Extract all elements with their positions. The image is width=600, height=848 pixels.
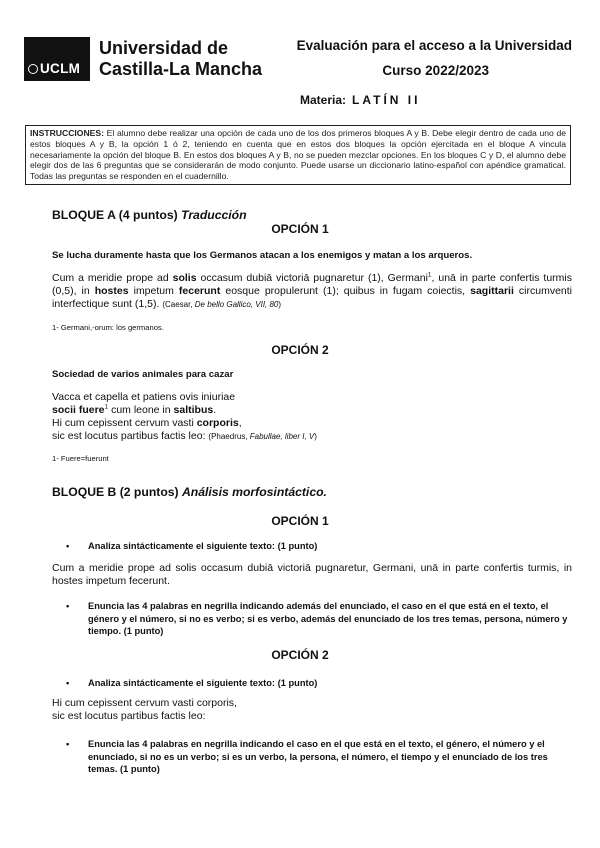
option1-footnote: 1- Germani,-orum: los germanos. [52,323,164,332]
exam-title: Evaluación para el acceso a la Universidad [296,38,572,53]
seal-icon [28,64,38,74]
b-op2-text: Hi cum cepissent cervum vasti corporis, sic est locutus partibus factis leo: [52,697,237,722]
instructions-box: INSTRUCCIONES: El alumno debe realizar una opción de cada uno de los dos primeros bloques A y B. Debe elegir dentro de cada uno de estos bloques A y B, la opción 1 ó 2, teniendo en cuenta que en estos dos bloques la opción ejercitada en el bloque A vincula necesariamente la opción del bloque B. En estos dos bloques A y B, no se pueden mezclar opciones. En los bloques C y D, el alumno debe elegir dos de las 6 preguntas que se considerarán de modo conjunto. Puede usarse un diccionario latino-español con apéndice gramatical. Todas las preguntas se responden en el cuadernillo. [25,125,571,185]
b-op1-text: Cum a meridie prope ad solis occasum dubiā victoriā pugnaretur, Germani, unā in parte confertis turmis, in hostes impetum fecerunt. [52,562,572,587]
exam-page: UCLM Universidad de Castilla-La Mancha Evaluación para el acceso a la Universidad Curso 2022/2023 Materia: LATÍN II INSTRUCCIONES: El alumno debe realizar una opción de cada uno de los dos primeros bloques A y B. Debe elegir dentro de cada uno de estos bloques A y B, la opción 1 ó 2, teniendo en cuenta que en estos dos bloques la opción ejercitada en el bloque A vincula necesariamente la opción del bloque B. En estos dos bloques A y B, no se pueden mezclar opciones. En los bloques C y D, el alumno debe elegir dos de las 6 preguntas que se considerarán de modo conjunto. Puede usarse un diccionario latino-español con apéndice gramatical. Todas las preguntas se responden en el cuadernillo. BLOQUE A (4 puntos) Traducción OPCIÓN 1 Se lucha duramente hasta que los Germanos atacan a los enemigos y matan a los arqueros. Cum a meridie prope ad solis occasum dubiā victoriā pugnaretur (1), Germani$^1$, unā in parte confertis turmis (0,5), in hostes impetum fecerunt eosque propulerunt (1); quibus in fugam coiectis, sagittarii circumventi interfectique sunt (1,5). (Caesar, De bello Gallico, VII, 80) 1- Germani,-orum: los germanos. OPCIÓN 2 Sociedad de varios animales para cazar Vacca et capella et patiens ovis iniuriae socii fuere$^1$ cum leone in saltibus. Hi cum cepissent cervum vasti corporis, sic est locutus partibus factis leo: (Phaedrus, Fabullae, liber I, V) 1- Fuere=fuerunt BLOQUE B (2 puntos) Análisis morfosintáctico. OPCIÓN 1 • Analiza sintácticamente el siguiente texto: (1 punto) Cum a meridie prope ad solis occasum dubiā victoriā pugnaretur, Germani, unā in parte confertis turmis, in hostes impetum fecerunt. • Enuncia las 4 palabras en negrilla indicando además del enunciado, el caso en el que está en el texto, el género y el número, si no es verbo; si es verbo, además del enunciado de los tres temas, persona, número y tiempo. (1 punto) OPCIÓN 2 • Analiza sintácticamente el siguiente texto: (1 punto) Hi cum cepissent cervum vasti corporis, sic est locutus partibus factis leo: • Enuncia las 4 palabras en negrilla indicando el caso en el que está en el texto, el género, el número y el enunciado, si no es un verbo; si es un verbo, la persona, el número, el tiempo y el enunciado de los tres temas. (1 punto) [0,0,600,848]
bloque-b-option1-heading: OPCIÓN 1 [271,514,329,528]
option1-summary: Se lucha duramente hasta que los Germanos atacan a los enemigos y matan a los arqueros. [52,250,473,261]
bloque-a-title: BLOQUE A (4 puntos) Traducción [52,208,247,222]
uclm-logo-text: UCLM [28,62,80,76]
subject: Materia: LATÍN II [300,93,421,107]
university-name: Universidad de Castilla-La Mancha [99,38,263,79]
option2-summary: Sociedad de varios animales para cazar [52,369,234,380]
option1-latin-text: Cum a meridie prope ad solis occasum dubiā victoriā pugnaretur (1), Germani$^1$, unā in parte confertis turmis (0,5), in hostes impetum fecerunt eosque propulerunt (1); quibus in fugam coiectis, sagittarii circumventi interfectique sunt (1,5). (Caesar, De bello Gallico, VII, 80) [52,271,572,310]
option2-footnote: 1- Fuere=fuerunt [52,454,109,463]
course-year: Curso 2022/2023 [382,63,489,78]
bloque-b-title: BLOQUE B (2 puntos) Análisis morfosintáctico. [52,485,327,499]
bloque-b-option2-heading: OPCIÓN 2 [271,648,329,662]
option2-latin-text: Vacca et capella et patiens ovis iniuriae socii fuere$^1$ cum leone in saltibus. Hi cum cepissent cervum vasti corporis, sic est locutus partibus factis leo: (Phaedrus, Fabullae, liber I, V) [52,391,317,442]
bloque-a-option1-heading: OPCIÓN 1 [271,222,329,236]
bloque-a-option2-heading: OPCIÓN 2 [271,343,329,357]
